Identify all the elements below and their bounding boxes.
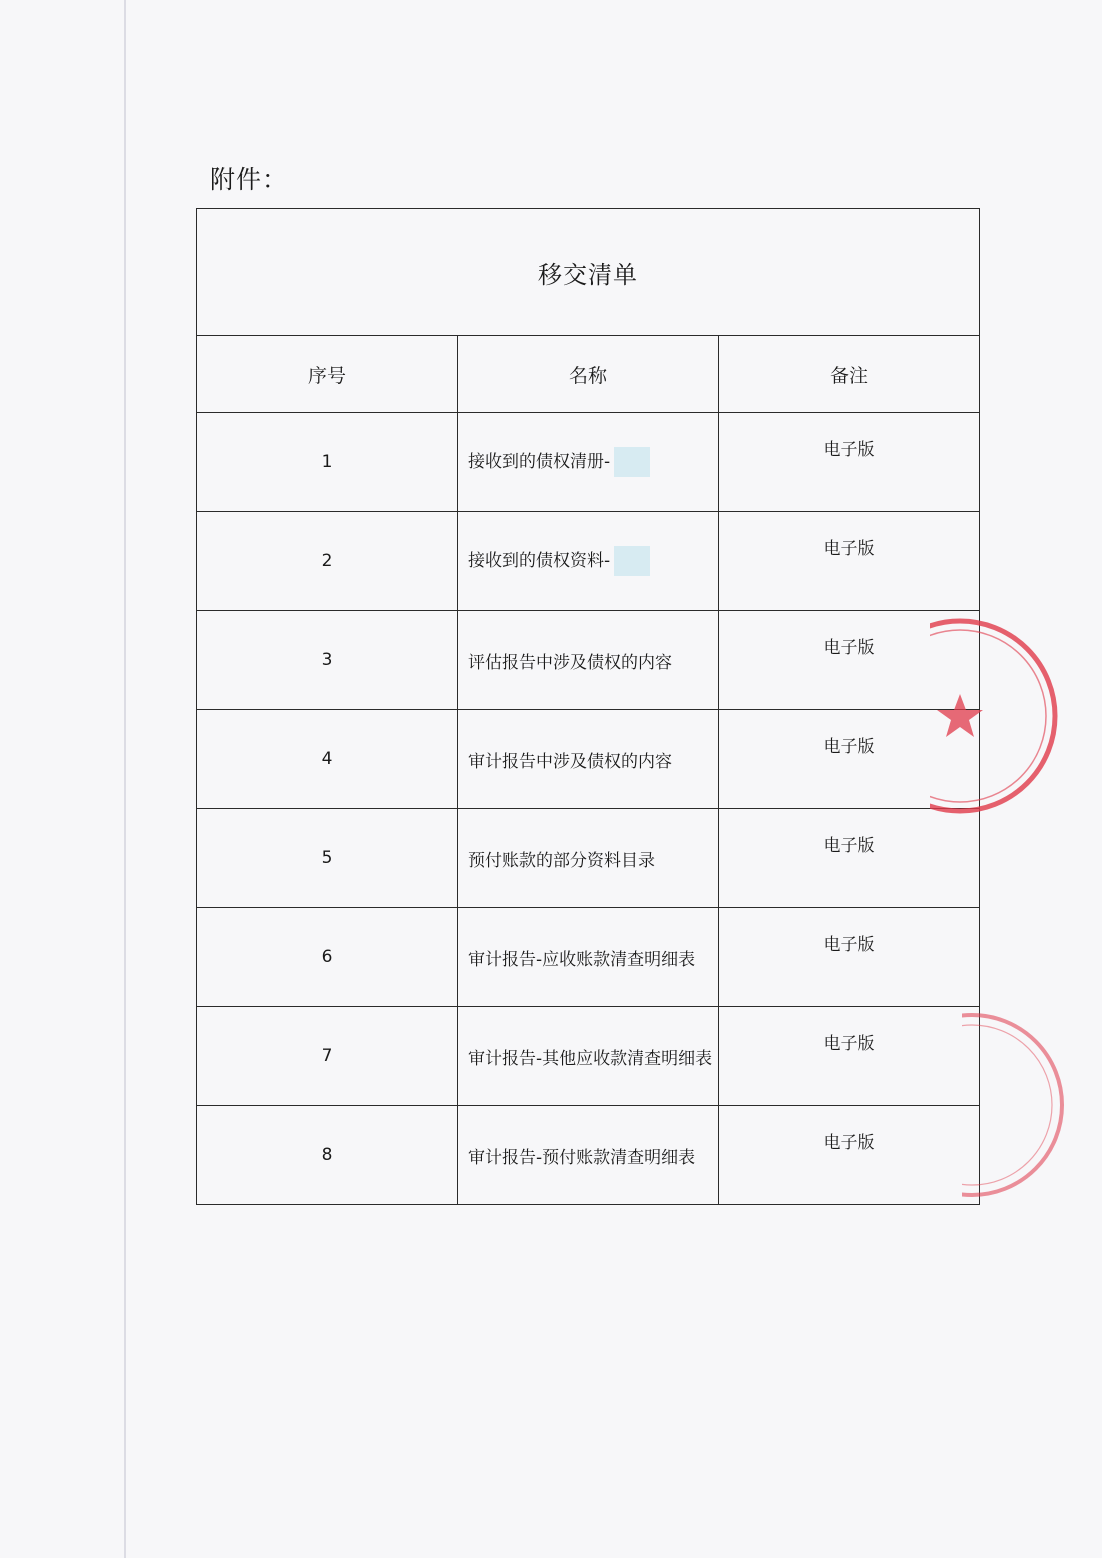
row-name-text: 审计报告-其他应收款清查明细表 — [468, 1048, 713, 1069]
row-name-text: 审计报告中涉及债权的内容 — [468, 751, 672, 772]
table-row — [197, 710, 980, 809]
row-number: 1 — [197, 413, 458, 512]
row-name — [458, 908, 719, 1007]
row-name — [458, 611, 719, 710]
table-row — [197, 413, 980, 512]
row-note: 电子版 — [719, 413, 980, 512]
row-number: 6 — [197, 908, 458, 1007]
attachment-label: 附件： — [210, 165, 289, 194]
row-number: 8 — [197, 1106, 458, 1205]
table-row — [197, 611, 980, 710]
redaction-block — [614, 546, 650, 576]
row-note: 电子版 — [719, 1106, 980, 1205]
header-note: 备注 — [719, 336, 980, 413]
row-note: 电子版 — [719, 908, 980, 1007]
row-name-text: 接收到的债权清册- — [468, 452, 611, 472]
row-number: 5 — [197, 809, 458, 908]
row-name-text: 审计报告-应收账款清查明细表 — [468, 949, 696, 970]
row-note: 电子版 — [719, 611, 980, 710]
row-name — [458, 1106, 719, 1205]
page-edge — [124, 0, 126, 1558]
row-name — [458, 1007, 719, 1106]
row-note: 电子版 — [719, 1007, 980, 1106]
table-header-row — [197, 336, 980, 413]
row-note: 电子版 — [719, 710, 980, 809]
row-name — [458, 512, 719, 611]
table-row — [197, 1106, 980, 1205]
row-name — [458, 413, 719, 512]
row-name-text: 接收到的债权资料- — [468, 551, 611, 571]
header-no: 序号 — [197, 336, 458, 413]
header-name: 名称 — [458, 336, 719, 413]
redaction-block — [614, 447, 650, 477]
row-name — [458, 710, 719, 809]
row-name-text: 预付账款的部分资料目录 — [468, 850, 655, 871]
table-row — [197, 908, 980, 1007]
row-name-text: 审计报告-预付账款清查明细表 — [468, 1147, 696, 1168]
row-number: 3 — [197, 611, 458, 710]
row-note: 电子版 — [719, 809, 980, 908]
row-name-text: 评估报告中涉及债权的内容 — [468, 652, 672, 673]
table-row — [197, 809, 980, 908]
table-row — [197, 512, 980, 611]
row-number: 4 — [197, 710, 458, 809]
row-note: 电子版 — [719, 512, 980, 611]
table-row — [197, 1007, 980, 1106]
row-number: 7 — [197, 1007, 458, 1106]
row-name — [458, 809, 719, 908]
handover-table — [196, 208, 980, 1205]
official-seal-stamp-lower — [962, 1000, 1082, 1210]
row-number: 2 — [197, 512, 458, 611]
table-title: 移交清单 — [197, 209, 980, 336]
